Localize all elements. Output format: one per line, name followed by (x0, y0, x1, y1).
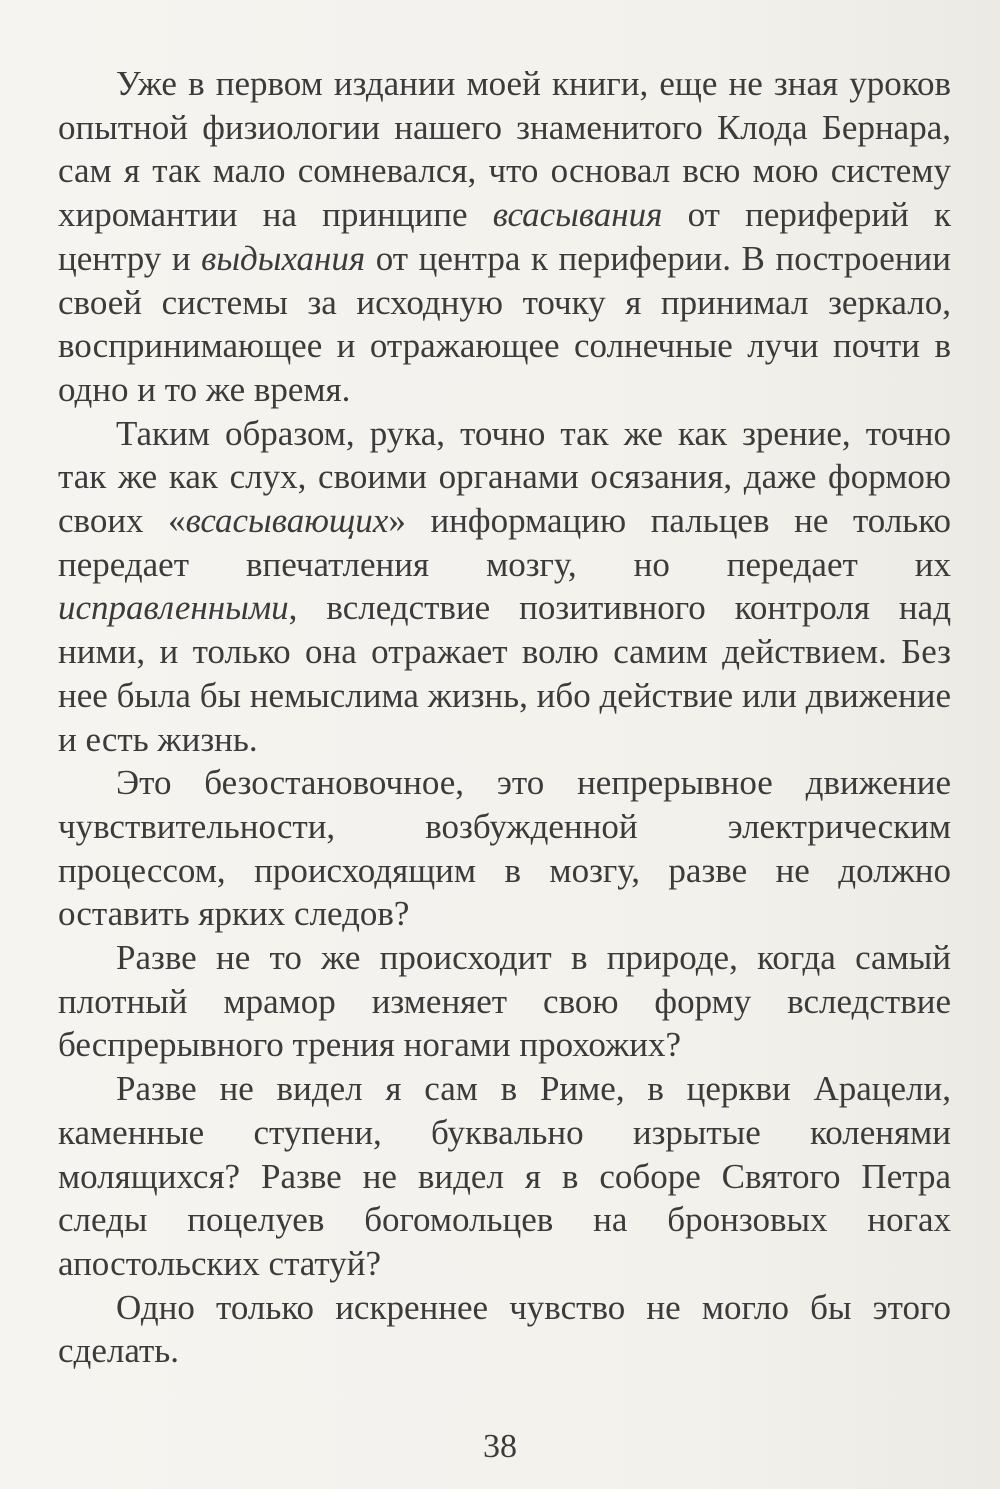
paragraph-5: Разве не видел я сам в Риме, в церкви Арацели, каменные ступени, буквально изрытые коленями молящихся? Разве не видел я в соборе Святого Петра следы поцелуев богомольцев на бронзовых ногах апостольских статуй? (58, 1069, 951, 1283)
italic-emphasis: всасывающих (185, 501, 389, 541)
italic-emphasis: всасывания (492, 195, 663, 235)
italic-emphasis: выдыхания (201, 238, 366, 278)
italic-emphasis: исправленными (58, 588, 289, 628)
page-number: 38 (483, 1428, 517, 1465)
paragraph-6: Одно только искреннее чувство не могло бы этого сделать. (58, 1287, 951, 1371)
paragraph-2: Таким образом, рука, точно так же как зрение, точно так же как слух, своими органами осязания, даже формою своих «всасывающих» информацию пальцев не только передает впечатления мозгу, но передает их исправленными, вследствие позитивного контроля над ними, и только она отражает волю самим действием. Без нее была бы немыслима жизнь, ибо действие или движение и есть жизнь. (58, 413, 951, 759)
paragraph-4: Разве не то же происходит в природе, когда самый плотный мрамор изменяет свою форму вследствие беспрерывного трения ногами прохожих? (58, 938, 951, 1065)
body-text (58, 62, 951, 1373)
paragraph-3: Это безостановочное, это непрерывное движение чувствительности, возбужденной электрическим процессом, происходящим в мозгу, разве не должно оставить ярких следов? (58, 763, 951, 934)
paragraph-1: Уже в первом издании моей книги, еще не зная уроков опытной физиологии нашего знаменитого Клода Бернара, сам я так мало сомневался, что основал всю мою систему хиромантии на принципе всасывания от периферий к центру и выдыхания от центра к периферии. В построении своей системы за исходную точку я принимал зеркало, воспринимающее и отражающее солнечные лучи почти в одно и то же время. (58, 64, 951, 409)
